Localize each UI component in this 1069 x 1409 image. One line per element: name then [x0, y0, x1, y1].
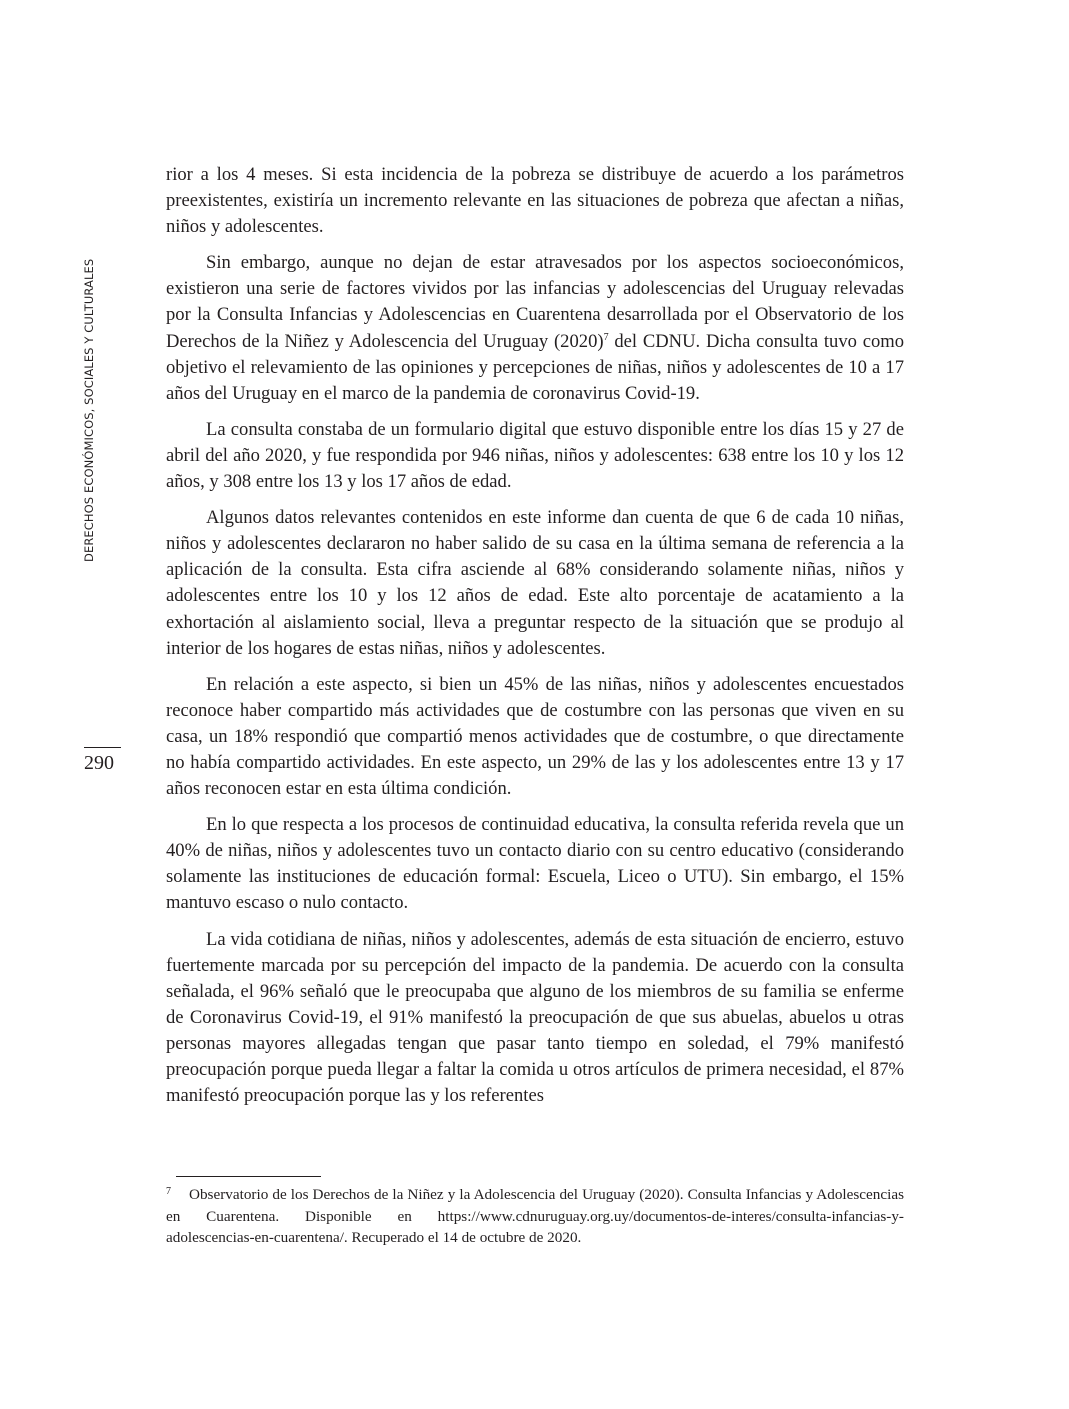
paragraph-7: La vida cotidiana de niñas, niños y adolescentes, además de esta situación de encierro, estuvo fuertemente marcada por su percepción del impacto de la pandemia. De acuerdo con la consulta señalada, el 96% señaló que le preocupaba que alguno de los miembros de su familia se enferme de Coronavirus Covid-19, el 91% manifestó la preocupación de que sus abuelas, abuelos u otras personas mayores allegadas tengan que pasar tanto tiempo en soledad, el 79% manifestó preocupación porque pueda llegar a faltar la comida u otros artículos de primera necesidad, el 87% manifestó preocupación porque las y los referentes — [166, 928, 904, 1107]
footnote-number: 7 — [166, 1186, 171, 1197]
footnote-rule — [176, 1176, 321, 1177]
paragraph-2-text-b: del CDNU. Dicha consulta tuvo como objetivo el relevamiento de las opiniones y percepciones de niñas, niños y adolescentes de 10 a 17 años del Uruguay en el marco de la pandemia de coronavirus Covid-19. — [166, 330, 904, 404]
paragraph-1: rior a los 4 meses. Si esta incidencia de la pobreza se distribuye de acuerdo a los parámetros preexistentes, existiría un incremento relevante en las situaciones de pobreza que afectan a niñas, niños y adolescentes. — [166, 164, 904, 238]
page-number-rule — [84, 747, 121, 748]
running-header: DERECHOS ECONÓMICOS, SOCIALES Y CULTURALES — [82, 258, 96, 562]
footnote-text: Observatorio de los Derechos de la Niñez y la Adolescencia del Uruguay (2020). Consulta Infancias y Adolescencias en Cuarentena. Disponible en https://www.cdnuruguay.org.uy/documentos-de-interes/consulta-infancias-y-adolescencias-en-cuarentena/. Recuperado el 14 de octubre de 2020. — [166, 1186, 904, 1246]
footnote — [166, 1184, 904, 1249]
paragraph-6: En lo que respecta a los procesos de continuidad educativa, la consulta referida revela que un 40% de niñas, niños y adolescentes tuvo un contacto diario con su centro educativo (considerando solamente las instituciones de educación formal: Escuela, Liceo o UTU). Sin embargo, el 15% mantuvo escaso o nulo contacto. — [166, 814, 904, 914]
paragraph-2-text-a: Sin embargo, aunque no dejan de estar atravesados por los aspectos socioeconómicos, existieron una serie de factores vividos por las infancias y adolescencias del Uruguay relevadas por la Consulta Infancias y Adolescencias en Cuarentena desarrollada por el Observatorio de los Derechos de la Niñez y Adolescencia del Uruguay (2020) — [166, 252, 904, 352]
paragraph-4: Algunos datos relevantes contenidos en este informe dan cuenta de que 6 de cada 10 niñas, niños y adolescentes declararon no haber salido de su casa en la última semana de referencia a la aplicación de la consulta. Esta cifra asciende al 68% considerando solamente niñas, niños y adolescentes entre los 10 y los 12 años de edad. Este alto porcentaje de acatamiento a la exhortación al aislamiento social, lleva a preguntar respecto de la situación que se produjo al interior de los hogares de estas niñas, niños y adolescentes. — [166, 507, 904, 659]
paragraph-3: La consulta constaba de un formulario digital que estuvo disponible entre los días 15 y 27 de abril del año 2020, y fue respondida por 946 niñas, niños y adolescentes: 638 entre los 10 y los 12 años, y 308 entre los 13 y los 17 años de edad. — [166, 418, 904, 493]
body-text — [166, 162, 904, 1119]
footnote-reference: 7 — [603, 331, 609, 343]
page-number: 290 — [84, 752, 114, 774]
paragraph-2 — [166, 250, 904, 407]
paragraph-5: En relación a este aspecto, si bien un 45% de las niñas, niños y adolescentes encuestados reconoce haber compartido más actividades que de costumbre con las personas que viven en su casa, un 18% respondió que compartió menos actividades que de costumbre, o que directamente no había compartido actividades. En este aspecto, un 29% de las y los adolescentes entre 13 y 17 años reconocen estar en esta última condición. — [166, 673, 904, 800]
